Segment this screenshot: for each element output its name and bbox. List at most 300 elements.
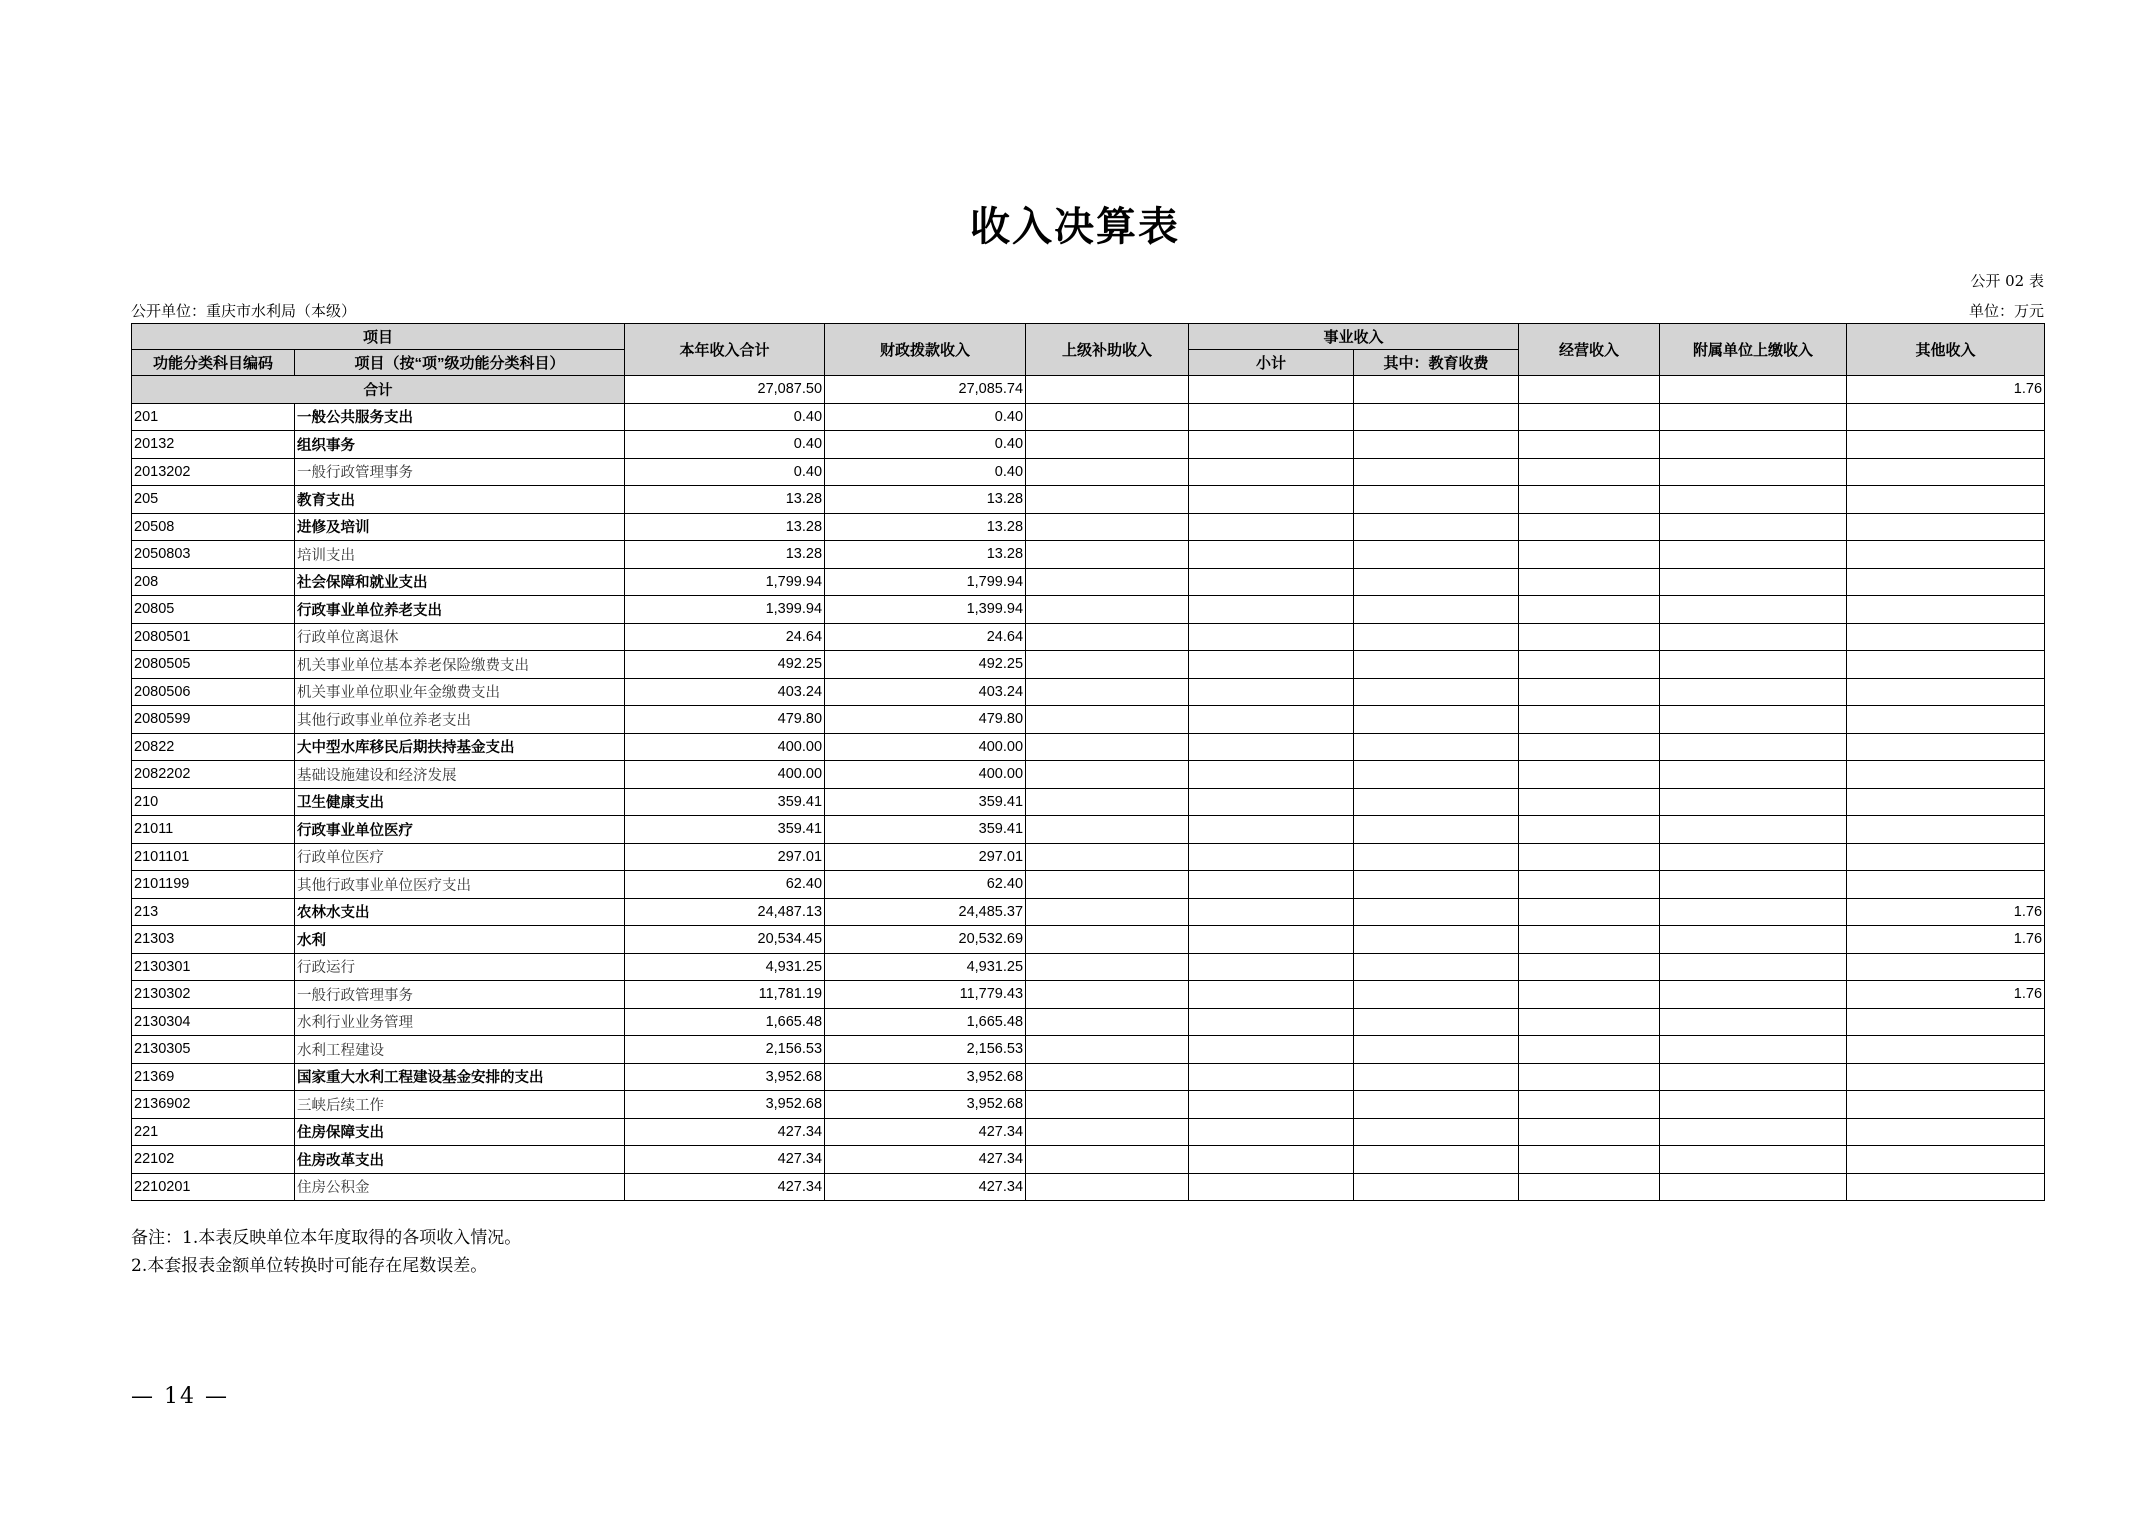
operating-cell (1519, 816, 1660, 844)
education-cell (1354, 733, 1519, 761)
table-row (132, 706, 2045, 734)
other-cell (1847, 678, 2045, 706)
total-income-cell: 0.40 (625, 403, 825, 431)
subtotal-cell (1189, 733, 1354, 761)
table-row (132, 733, 2045, 761)
header-affiliated: 附属单位上缴收入 (1660, 324, 1847, 376)
item-name-cell: 住房改革支出 (295, 1146, 625, 1174)
operating-cell (1519, 431, 1660, 459)
other-cell (1847, 1091, 2045, 1119)
code-cell: 20508 (132, 513, 295, 541)
superior-cell (1026, 871, 1189, 899)
header-total-income: 本年收入合计 (625, 324, 825, 376)
subtotal-cell (1189, 953, 1354, 981)
total-income-cell: 297.01 (625, 843, 825, 871)
superior-cell (1026, 898, 1189, 926)
header-item: 项目（按“项”级功能分类科目） (295, 350, 625, 376)
superior-cell (1026, 651, 1189, 679)
affiliated-cell (1660, 871, 1847, 899)
table-row (132, 981, 2045, 1009)
page-title: 收入决算表 (970, 204, 1180, 250)
operating-cell (1519, 651, 1660, 679)
item-name-cell: 基础设施建设和经济发展 (295, 761, 625, 789)
total-operating-value (1519, 376, 1660, 404)
fiscal-cell: 400.00 (825, 761, 1026, 789)
education-cell (1354, 431, 1519, 459)
operating-cell (1519, 513, 1660, 541)
fiscal-cell: 3,952.68 (825, 1063, 1026, 1091)
table-row (132, 871, 2045, 899)
code-cell: 2080599 (132, 706, 295, 734)
superior-cell (1026, 513, 1189, 541)
superior-cell (1026, 953, 1189, 981)
code-cell: 2050803 (132, 541, 295, 569)
subtotal-cell (1189, 926, 1354, 954)
code-cell: 208 (132, 568, 295, 596)
total-income-cell: 427.34 (625, 1118, 825, 1146)
other-cell (1847, 431, 2045, 459)
subtotal-cell (1189, 1173, 1354, 1201)
page-number: — 14 — (131, 1384, 229, 1409)
fiscal-cell: 4,931.25 (825, 953, 1026, 981)
other-cell (1847, 596, 2045, 624)
operating-cell (1519, 403, 1660, 431)
fiscal-cell: 1,665.48 (825, 1008, 1026, 1036)
affiliated-cell (1660, 761, 1847, 789)
item-name-cell: 行政单位医疗 (295, 843, 625, 871)
affiliated-cell (1660, 926, 1847, 954)
education-cell (1354, 843, 1519, 871)
total-income-cell: 479.80 (625, 706, 825, 734)
total-income-cell: 62.40 (625, 871, 825, 899)
item-name-cell: 农林水支出 (295, 898, 625, 926)
table-row (132, 843, 2045, 871)
code-cell: 21011 (132, 816, 295, 844)
fiscal-cell: 0.40 (825, 403, 1026, 431)
total-income-cell: 13.28 (625, 486, 825, 514)
superior-cell (1026, 596, 1189, 624)
operating-cell (1519, 843, 1660, 871)
note-2: 2.本套报表金额单位转换时可能存在尾数误差。 (131, 1256, 488, 1276)
affiliated-cell (1660, 733, 1847, 761)
total-superior-value (1026, 376, 1189, 404)
income-table (131, 323, 2045, 1201)
header-subtotal: 小计 (1189, 350, 1354, 376)
code-cell: 2101199 (132, 871, 295, 899)
affiliated-cell (1660, 1036, 1847, 1064)
notes (131, 1224, 521, 1280)
fiscal-cell: 24,485.37 (825, 898, 1026, 926)
affiliated-cell (1660, 513, 1847, 541)
form-number: 公开 02 表 (1970, 272, 2044, 290)
table-row (132, 1036, 2045, 1064)
education-cell (1354, 568, 1519, 596)
education-cell (1354, 1118, 1519, 1146)
total-label: 合计 (132, 376, 625, 404)
superior-cell (1026, 1118, 1189, 1146)
subtotal-cell (1189, 541, 1354, 569)
table-row (132, 486, 2045, 514)
operating-cell (1519, 1173, 1660, 1201)
other-cell (1847, 1063, 2045, 1091)
subtotal-cell (1189, 623, 1354, 651)
subtotal-cell (1189, 981, 1354, 1009)
subtotal-cell (1189, 843, 1354, 871)
other-cell (1847, 1118, 2045, 1146)
code-cell: 221 (132, 1118, 295, 1146)
fiscal-cell: 20,532.69 (825, 926, 1026, 954)
other-cell (1847, 1036, 2045, 1064)
affiliated-cell (1660, 1118, 1847, 1146)
superior-cell (1026, 431, 1189, 459)
subtotal-cell (1189, 871, 1354, 899)
subtotal-cell (1189, 1036, 1354, 1064)
item-name-cell: 三峡后续工作 (295, 1091, 625, 1119)
currency-unit: 单位：万元 (1968, 302, 2044, 320)
item-name-cell: 其他行政事业单位养老支出 (295, 706, 625, 734)
code-cell: 2130301 (132, 953, 295, 981)
other-cell (1847, 788, 2045, 816)
table-row (132, 1091, 2045, 1119)
education-cell (1354, 788, 1519, 816)
fiscal-cell: 359.41 (825, 816, 1026, 844)
superior-cell (1026, 981, 1189, 1009)
fiscal-cell: 479.80 (825, 706, 1026, 734)
operating-cell (1519, 678, 1660, 706)
total-income-cell: 24.64 (625, 623, 825, 651)
education-cell (1354, 596, 1519, 624)
superior-cell (1026, 678, 1189, 706)
operating-cell (1519, 1118, 1660, 1146)
fiscal-cell: 2,156.53 (825, 1036, 1026, 1064)
total-income-cell: 427.34 (625, 1146, 825, 1174)
total-income-cell: 20,534.45 (625, 926, 825, 954)
education-cell (1354, 1063, 1519, 1091)
education-cell (1354, 513, 1519, 541)
education-cell (1354, 1146, 1519, 1174)
education-cell (1354, 1091, 1519, 1119)
other-cell (1847, 541, 2045, 569)
fiscal-cell: 427.34 (825, 1146, 1026, 1174)
item-name-cell: 社会保障和就业支出 (295, 568, 625, 596)
operating-cell (1519, 1036, 1660, 1064)
total-income-cell: 359.41 (625, 788, 825, 816)
other-cell (1847, 623, 2045, 651)
other-cell (1847, 816, 2045, 844)
header-project: 项目 (132, 324, 625, 350)
superior-cell (1026, 623, 1189, 651)
item-name-cell: 一般行政管理事务 (295, 458, 625, 486)
code-cell: 20822 (132, 733, 295, 761)
education-cell (1354, 678, 1519, 706)
total-income-cell: 1,799.94 (625, 568, 825, 596)
subtotal-cell (1189, 568, 1354, 596)
code-cell: 210 (132, 788, 295, 816)
table-row (132, 761, 2045, 789)
affiliated-cell (1660, 1146, 1847, 1174)
affiliated-cell (1660, 1091, 1847, 1119)
other-cell (1847, 843, 2045, 871)
total-row (132, 376, 2045, 404)
other-cell: 1.76 (1847, 898, 2045, 926)
operating-cell (1519, 1091, 1660, 1119)
fiscal-cell: 1,399.94 (825, 596, 1026, 624)
note-1: 备注：1.本表反映单位本年度取得的各项收入情况。 (131, 1228, 522, 1248)
superior-cell (1026, 403, 1189, 431)
operating-cell (1519, 1008, 1660, 1036)
total-income-cell: 24,487.13 (625, 898, 825, 926)
total-income-cell: 2,156.53 (625, 1036, 825, 1064)
education-cell (1354, 706, 1519, 734)
operating-cell (1519, 953, 1660, 981)
fiscal-cell: 11,779.43 (825, 981, 1026, 1009)
total-fiscal-value: 27,085.74 (825, 376, 1026, 404)
subtotal-cell (1189, 403, 1354, 431)
affiliated-cell (1660, 678, 1847, 706)
education-cell (1354, 403, 1519, 431)
superior-cell (1026, 733, 1189, 761)
item-name-cell: 行政事业单位医疗 (295, 816, 625, 844)
operating-cell (1519, 596, 1660, 624)
other-cell (1847, 953, 2045, 981)
total-income-cell: 3,952.68 (625, 1091, 825, 1119)
subtotal-cell (1189, 898, 1354, 926)
item-name-cell: 大中型水库移民后期扶持基金支出 (295, 733, 625, 761)
item-name-cell: 其他行政事业单位医疗支出 (295, 871, 625, 899)
item-name-cell: 行政运行 (295, 953, 625, 981)
education-cell (1354, 761, 1519, 789)
table-row (132, 568, 2045, 596)
other-cell: 1.76 (1847, 926, 2045, 954)
operating-cell (1519, 706, 1660, 734)
item-name-cell: 一般行政管理事务 (295, 981, 625, 1009)
subtotal-cell (1189, 816, 1354, 844)
operating-cell (1519, 761, 1660, 789)
superior-cell (1026, 486, 1189, 514)
item-name-cell: 水利行业业务管理 (295, 1008, 625, 1036)
code-cell: 213 (132, 898, 295, 926)
subtotal-cell (1189, 513, 1354, 541)
fiscal-cell: 0.40 (825, 431, 1026, 459)
education-cell (1354, 623, 1519, 651)
education-cell (1354, 871, 1519, 899)
table-row (132, 1008, 2045, 1036)
subtotal-cell (1189, 1008, 1354, 1036)
total-income-cell: 359.41 (625, 816, 825, 844)
education-cell (1354, 898, 1519, 926)
other-cell (1847, 1146, 2045, 1174)
other-cell (1847, 486, 2045, 514)
fiscal-cell: 0.40 (825, 458, 1026, 486)
item-name-cell: 进修及培训 (295, 513, 625, 541)
item-name-cell: 行政单位离退休 (295, 623, 625, 651)
other-cell (1847, 761, 2045, 789)
fiscal-cell: 359.41 (825, 788, 1026, 816)
affiliated-cell (1660, 651, 1847, 679)
affiliated-cell (1660, 981, 1847, 1009)
superior-cell (1026, 816, 1189, 844)
education-cell (1354, 1008, 1519, 1036)
total-income-cell: 400.00 (625, 733, 825, 761)
item-name-cell: 国家重大水利工程建设基金安排的支出 (295, 1063, 625, 1091)
header-superior: 上级补助收入 (1026, 324, 1189, 376)
operating-cell (1519, 623, 1660, 651)
total-income-cell: 0.40 (625, 431, 825, 459)
operating-cell (1519, 541, 1660, 569)
operating-cell (1519, 486, 1660, 514)
affiliated-cell (1660, 568, 1847, 596)
item-name-cell: 住房保障支出 (295, 1118, 625, 1146)
subtotal-cell (1189, 761, 1354, 789)
item-name-cell: 培训支出 (295, 541, 625, 569)
code-cell: 2136902 (132, 1091, 295, 1119)
superior-cell (1026, 1173, 1189, 1201)
code-cell: 2130305 (132, 1036, 295, 1064)
fiscal-cell: 400.00 (825, 733, 1026, 761)
total-affiliated-value (1660, 376, 1847, 404)
operating-cell (1519, 458, 1660, 486)
fiscal-cell: 492.25 (825, 651, 1026, 679)
affiliated-cell (1660, 898, 1847, 926)
education-cell (1354, 981, 1519, 1009)
subtotal-cell (1189, 678, 1354, 706)
total-income-cell: 3,952.68 (625, 1063, 825, 1091)
subtotal-cell (1189, 706, 1354, 734)
table-row (132, 1118, 2045, 1146)
education-cell (1354, 651, 1519, 679)
code-cell: 2080505 (132, 651, 295, 679)
code-cell: 20805 (132, 596, 295, 624)
affiliated-cell (1660, 541, 1847, 569)
item-name-cell: 组织事务 (295, 431, 625, 459)
header-code: 功能分类科目编码 (132, 350, 295, 376)
education-cell (1354, 953, 1519, 981)
header-fiscal: 财政拨款收入 (825, 324, 1026, 376)
affiliated-cell (1660, 403, 1847, 431)
table-row (132, 403, 2045, 431)
table-row (132, 1173, 2045, 1201)
total-income-cell: 0.40 (625, 458, 825, 486)
superior-cell (1026, 926, 1189, 954)
superior-cell (1026, 568, 1189, 596)
subtotal-cell (1189, 788, 1354, 816)
item-name-cell: 教育支出 (295, 486, 625, 514)
table-row (132, 431, 2045, 459)
total-income-cell: 400.00 (625, 761, 825, 789)
operating-cell (1519, 733, 1660, 761)
header-business: 事业收入 (1189, 324, 1519, 350)
header-operating: 经营收入 (1519, 324, 1660, 376)
total-income-cell: 403.24 (625, 678, 825, 706)
table-row (132, 458, 2045, 486)
subtotal-cell (1189, 458, 1354, 486)
subtotal-cell (1189, 1091, 1354, 1119)
education-cell (1354, 541, 1519, 569)
subtotal-cell (1189, 1118, 1354, 1146)
item-name-cell: 机关事业单位职业年金缴费支出 (295, 678, 625, 706)
table-row (132, 926, 2045, 954)
item-name-cell: 行政事业单位养老支出 (295, 596, 625, 624)
education-cell (1354, 816, 1519, 844)
education-cell (1354, 1036, 1519, 1064)
other-cell (1847, 403, 2045, 431)
code-cell: 2080506 (132, 678, 295, 706)
code-cell: 20132 (132, 431, 295, 459)
affiliated-cell (1660, 788, 1847, 816)
affiliated-cell (1660, 706, 1847, 734)
superior-cell (1026, 1036, 1189, 1064)
affiliated-cell (1660, 1173, 1847, 1201)
superior-cell (1026, 788, 1189, 816)
code-cell: 22102 (132, 1146, 295, 1174)
affiliated-cell (1660, 1063, 1847, 1091)
other-cell (1847, 871, 2045, 899)
code-cell: 21303 (132, 926, 295, 954)
table-row (132, 1146, 2045, 1174)
other-cell (1847, 513, 2045, 541)
table-row (132, 788, 2045, 816)
affiliated-cell (1660, 623, 1847, 651)
superior-cell (1026, 706, 1189, 734)
affiliated-cell (1660, 486, 1847, 514)
operating-cell (1519, 568, 1660, 596)
superior-cell (1026, 1063, 1189, 1091)
code-cell: 2130304 (132, 1008, 295, 1036)
table-row (132, 1063, 2045, 1091)
reporting-unit: 公开单位：重庆市水利局（本级） (131, 302, 357, 320)
subtotal-cell (1189, 486, 1354, 514)
affiliated-cell (1660, 458, 1847, 486)
item-name-cell: 机关事业单位基本养老保险缴费支出 (295, 651, 625, 679)
superior-cell (1026, 1091, 1189, 1119)
fiscal-cell: 13.28 (825, 541, 1026, 569)
total-income-cell: 1,665.48 (625, 1008, 825, 1036)
total-income-cell: 1,399.94 (625, 596, 825, 624)
code-cell: 2082202 (132, 761, 295, 789)
table-row (132, 541, 2045, 569)
table-row (132, 596, 2045, 624)
superior-cell (1026, 541, 1189, 569)
other-cell (1847, 568, 2045, 596)
total-income-cell: 13.28 (625, 513, 825, 541)
subtotal-cell (1189, 1146, 1354, 1174)
education-cell (1354, 926, 1519, 954)
table-row (132, 678, 2045, 706)
operating-cell (1519, 898, 1660, 926)
affiliated-cell (1660, 953, 1847, 981)
subtotal-cell (1189, 431, 1354, 459)
total-other-value: 1.76 (1847, 376, 2045, 404)
operating-cell (1519, 1063, 1660, 1091)
header-other: 其他收入 (1847, 324, 2045, 376)
fiscal-cell: 13.28 (825, 513, 1026, 541)
item-name-cell: 住房公积金 (295, 1173, 625, 1201)
total-subtotal-value (1189, 376, 1354, 404)
other-cell (1847, 1008, 2045, 1036)
education-cell (1354, 458, 1519, 486)
fiscal-cell: 24.64 (825, 623, 1026, 651)
subtotal-cell (1189, 596, 1354, 624)
table-row (132, 623, 2045, 651)
table-row (132, 651, 2045, 679)
superior-cell (1026, 458, 1189, 486)
fiscal-cell: 1,799.94 (825, 568, 1026, 596)
other-cell (1847, 458, 2045, 486)
other-cell (1847, 706, 2045, 734)
affiliated-cell (1660, 431, 1847, 459)
total-education-value (1354, 376, 1519, 404)
fiscal-cell: 427.34 (825, 1118, 1026, 1146)
